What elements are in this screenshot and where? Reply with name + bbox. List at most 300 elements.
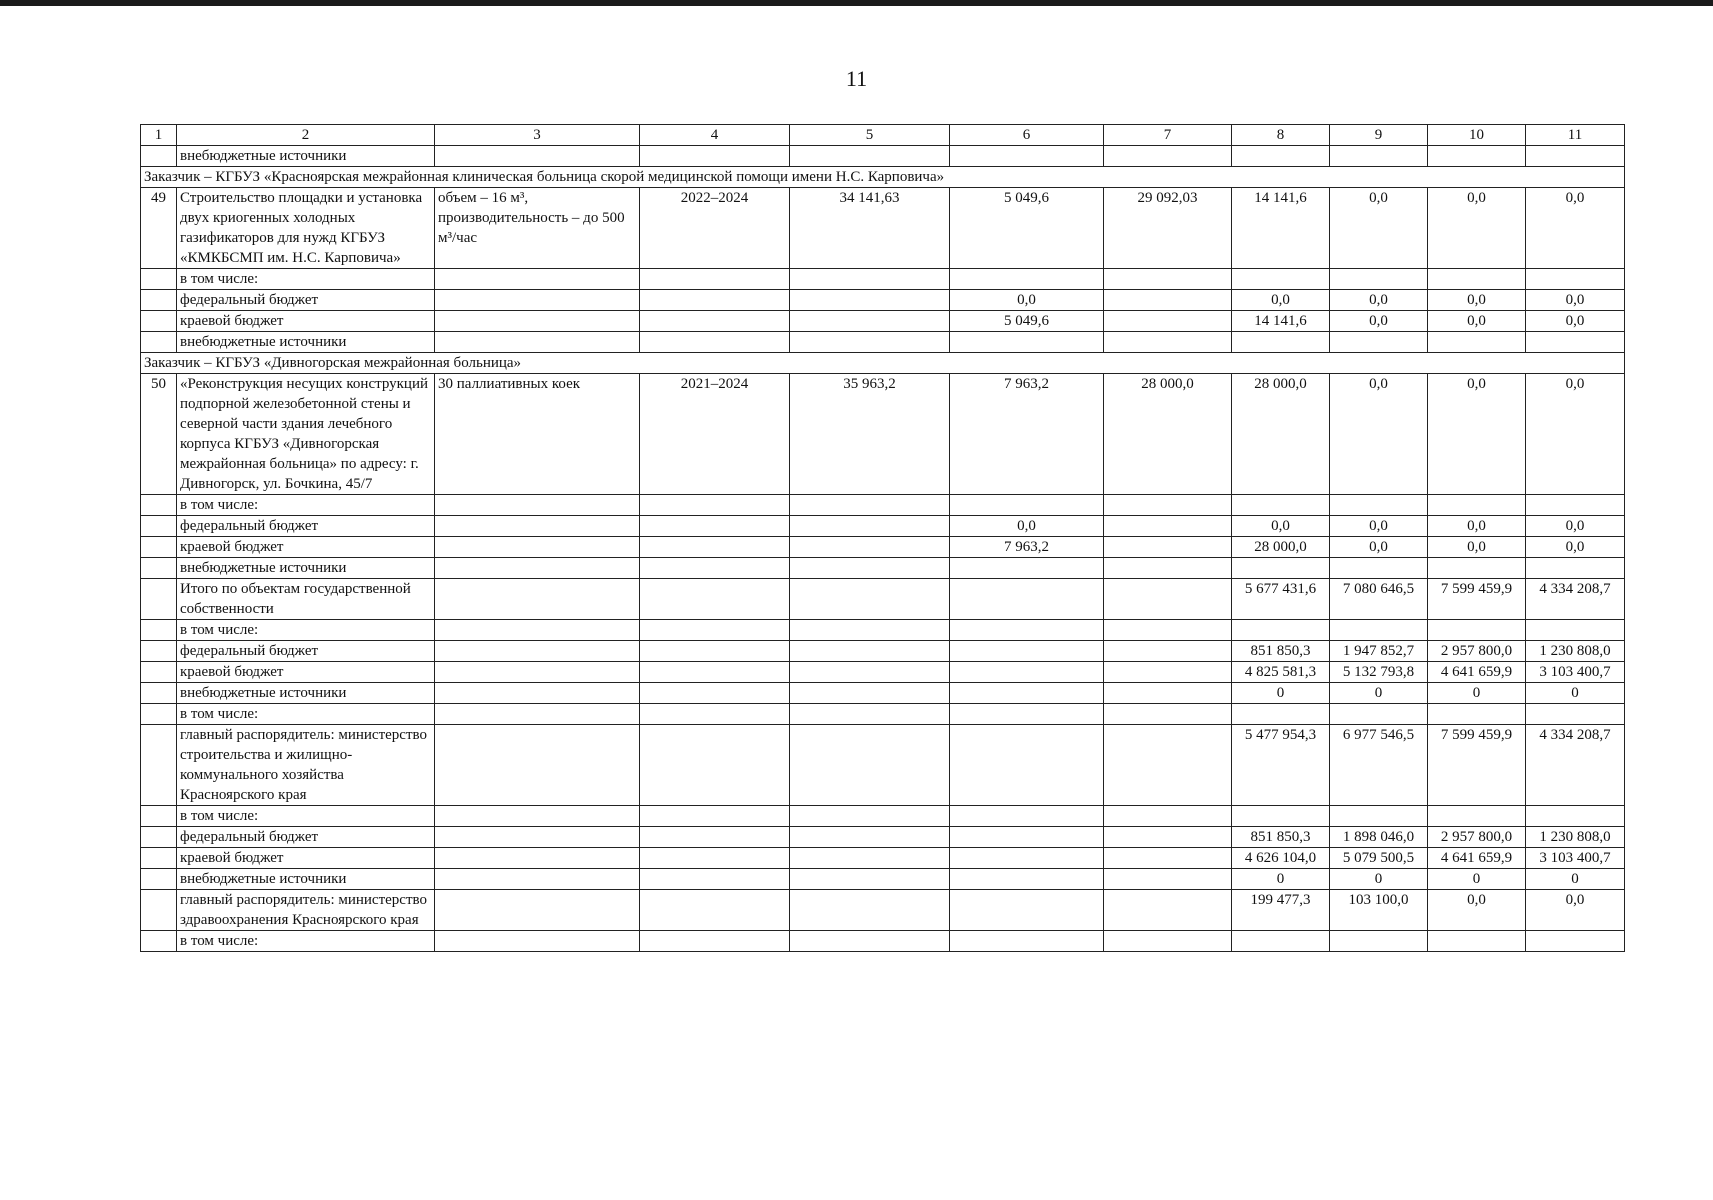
table-cell: [1526, 495, 1625, 516]
table-cell: [435, 683, 640, 704]
table-cell: 7 599 459,9: [1428, 725, 1526, 806]
table-cell: [640, 537, 790, 558]
row-number: [141, 537, 177, 558]
table-cell: [435, 931, 640, 952]
table-cell: [435, 537, 640, 558]
table-cell: [1428, 806, 1526, 827]
table-cell: 6 977 546,5: [1330, 725, 1428, 806]
table-cell: [950, 869, 1104, 890]
table-cell: 0: [1526, 869, 1625, 890]
table-cell: 30 паллиативных коек: [435, 374, 640, 495]
table-cell: [435, 869, 640, 890]
table-cell: [790, 869, 950, 890]
table-cell: 28 000,0: [1104, 374, 1232, 495]
row-label: краевой бюджет: [177, 662, 435, 683]
row-label: внебюджетные источники: [177, 683, 435, 704]
table-cell: [1428, 332, 1526, 353]
table-row: [141, 620, 1625, 641]
table-cell: [950, 848, 1104, 869]
row-number: [141, 495, 177, 516]
table-cell: [435, 620, 640, 641]
table-cell: [640, 641, 790, 662]
table-cell: [640, 683, 790, 704]
table-cell: [950, 332, 1104, 353]
table-cell: 0: [1232, 869, 1330, 890]
table-cell: [1428, 269, 1526, 290]
table-cell: [435, 290, 640, 311]
table-row: [141, 495, 1625, 516]
table-cell: [435, 848, 640, 869]
table-cell: [790, 516, 950, 537]
table-cell: [1232, 931, 1330, 952]
table-cell: [950, 579, 1104, 620]
table-cell: [1104, 332, 1232, 353]
table-row: [141, 641, 1625, 662]
table-cell: 199 477,3: [1232, 890, 1330, 931]
row-number: [141, 332, 177, 353]
table-cell: [950, 806, 1104, 827]
table-cell: 4 626 104,0: [1232, 848, 1330, 869]
table-cell: [640, 890, 790, 931]
table-cell: [435, 146, 640, 167]
row-label: в том числе:: [177, 806, 435, 827]
table-cell: 5 079 500,5: [1330, 848, 1428, 869]
table-cell: [1330, 704, 1428, 725]
row-label: краевой бюджет: [177, 848, 435, 869]
table-cell: [1428, 146, 1526, 167]
column-header: 8: [1232, 125, 1330, 146]
table-cell: [790, 704, 950, 725]
table-body: [141, 125, 1625, 952]
table-cell: [790, 269, 950, 290]
table-cell: 7 599 459,9: [1428, 579, 1526, 620]
table-row: [141, 558, 1625, 579]
table-row: [141, 290, 1625, 311]
table-row: [141, 869, 1625, 890]
row-label: в том числе:: [177, 931, 435, 952]
table-cell: [950, 931, 1104, 952]
table-cell: [435, 311, 640, 332]
table-cell: [435, 558, 640, 579]
table-cell: [640, 725, 790, 806]
table-cell: [1232, 146, 1330, 167]
table-cell: 0: [1330, 869, 1428, 890]
row-label: в том числе:: [177, 269, 435, 290]
table-cell: 0,0: [1526, 188, 1625, 269]
table-cell: [435, 495, 640, 516]
table-cell: [640, 516, 790, 537]
table-row: [141, 332, 1625, 353]
section-row: [141, 167, 1625, 188]
table-cell: 0,0: [1428, 290, 1526, 311]
table-cell: 0,0: [1428, 374, 1526, 495]
table-cell: [1104, 931, 1232, 952]
table-cell: 851 850,3: [1232, 827, 1330, 848]
table-cell: [435, 827, 640, 848]
table-cell: 2022–2024: [640, 188, 790, 269]
table-cell: [1232, 332, 1330, 353]
table-cell: [640, 332, 790, 353]
table-row: [141, 683, 1625, 704]
row-number: [141, 725, 177, 806]
table-cell: 1 230 808,0: [1526, 827, 1625, 848]
table-cell: 0: [1232, 683, 1330, 704]
table-cell: 0,0: [1526, 890, 1625, 931]
row-label: «Реконструкция несущих конструкций подпорной железобетонной стены и северной части здания лечебного корпуса КГБУЗ «Дивногорская межрайонная больница» по адресу: г. Дивногорск, ул. Бочкина, 45/7: [177, 374, 435, 495]
table-cell: [1526, 146, 1625, 167]
table-cell: 3 103 400,7: [1526, 848, 1625, 869]
table-cell: [950, 558, 1104, 579]
table-cell: [1104, 662, 1232, 683]
table-cell: [1104, 641, 1232, 662]
row-number: [141, 869, 177, 890]
table-cell: [435, 269, 640, 290]
table-cell: [640, 848, 790, 869]
table-cell: [1104, 890, 1232, 931]
row-number: [141, 641, 177, 662]
table-cell: [1428, 558, 1526, 579]
column-header: 6: [950, 125, 1104, 146]
table-cell: 5 049,6: [950, 311, 1104, 332]
table-cell: 34 141,63: [790, 188, 950, 269]
table-cell: [1428, 620, 1526, 641]
table-cell: 14 141,6: [1232, 188, 1330, 269]
table-cell: 0,0: [1526, 516, 1625, 537]
table-cell: [1104, 516, 1232, 537]
table-cell: 1 898 046,0: [1330, 827, 1428, 848]
table-cell: 0,0: [1428, 516, 1526, 537]
table-cell: 14 141,6: [1232, 311, 1330, 332]
table-cell: [640, 827, 790, 848]
row-number: [141, 848, 177, 869]
row-label: Итого по объектам государственной собственности: [177, 579, 435, 620]
column-header: 5: [790, 125, 950, 146]
table-row: [141, 188, 1625, 269]
table-cell: [1104, 495, 1232, 516]
table-row: [141, 931, 1625, 952]
row-label: главный распорядитель: министерство строительства и жилищно-коммунального хозяйства Красноярского края: [177, 725, 435, 806]
row-label: внебюджетные источники: [177, 869, 435, 890]
table-cell: [1526, 806, 1625, 827]
table-cell: 0,0: [1330, 311, 1428, 332]
table-cell: 0,0: [1232, 516, 1330, 537]
table-cell: 28 000,0: [1232, 537, 1330, 558]
table-cell: [435, 806, 640, 827]
table-cell: [790, 579, 950, 620]
table-cell: [1104, 704, 1232, 725]
row-label: главный распорядитель: министерство здравоохранения Красноярского края: [177, 890, 435, 931]
table-cell: [1330, 931, 1428, 952]
row-number: [141, 806, 177, 827]
table-cell: [1104, 683, 1232, 704]
table-cell: 3 103 400,7: [1526, 662, 1625, 683]
table-cell: 4 641 659,9: [1428, 848, 1526, 869]
table-cell: 28 000,0: [1232, 374, 1330, 495]
table-row: [141, 704, 1625, 725]
row-number: [141, 516, 177, 537]
table-cell: 5 132 793,8: [1330, 662, 1428, 683]
table-cell: 0,0: [1330, 188, 1428, 269]
table-cell: [435, 725, 640, 806]
table-row: [141, 516, 1625, 537]
table-cell: [1232, 558, 1330, 579]
table-cell: [790, 827, 950, 848]
table-cell: [435, 662, 640, 683]
table-cell: 0,0: [1428, 890, 1526, 931]
table-cell: 0,0: [1526, 290, 1625, 311]
row-number: [141, 683, 177, 704]
table-cell: 0,0: [950, 516, 1104, 537]
table-cell: объем – 16 м³, производительность – до 500 м³/час: [435, 188, 640, 269]
table-cell: 7 963,2: [950, 374, 1104, 495]
table-cell: 7 963,2: [950, 537, 1104, 558]
table-cell: [640, 558, 790, 579]
table-row: [141, 890, 1625, 931]
table-cell: [435, 704, 640, 725]
table-cell: [640, 662, 790, 683]
table-cell: [640, 931, 790, 952]
table-cell: [790, 146, 950, 167]
table-cell: [790, 806, 950, 827]
table-cell: [1104, 579, 1232, 620]
table-cell: [1526, 332, 1625, 353]
table-cell: [790, 662, 950, 683]
column-header: 1: [141, 125, 177, 146]
table-cell: [1104, 848, 1232, 869]
column-header: 7: [1104, 125, 1232, 146]
table-cell: [1526, 931, 1625, 952]
table-cell: [950, 725, 1104, 806]
table-cell: [1232, 806, 1330, 827]
section-title: Заказчик – КГБУЗ «Дивногорская межрайонная больница»: [141, 353, 1625, 374]
table-cell: [1428, 704, 1526, 725]
table-cell: [1104, 537, 1232, 558]
row-number: [141, 662, 177, 683]
table-cell: [1104, 558, 1232, 579]
column-header: 9: [1330, 125, 1428, 146]
table-cell: [1104, 620, 1232, 641]
section-title: Заказчик – КГБУЗ «Красноярская межрайонная клиническая больница скорой медицинской помощи имени Н.С. Карповича»: [141, 167, 1625, 188]
table-cell: [640, 704, 790, 725]
table-cell: 0: [1526, 683, 1625, 704]
table-cell: [950, 641, 1104, 662]
row-number: [141, 827, 177, 848]
table-cell: 103 100,0: [1330, 890, 1428, 931]
table-row: [141, 848, 1625, 869]
table-cell: 0,0: [950, 290, 1104, 311]
table-cell: 0,0: [1428, 188, 1526, 269]
column-header: 10: [1428, 125, 1526, 146]
table-cell: [640, 146, 790, 167]
table-cell: 0,0: [1232, 290, 1330, 311]
table-cell: 2021–2024: [640, 374, 790, 495]
table-cell: 5 677 431,6: [1232, 579, 1330, 620]
column-header: 3: [435, 125, 640, 146]
row-number: 49: [141, 188, 177, 269]
table-cell: 1 230 808,0: [1526, 641, 1625, 662]
table-cell: 4 334 208,7: [1526, 725, 1625, 806]
row-number: [141, 558, 177, 579]
header-row: [141, 125, 1625, 146]
row-label: внебюджетные источники: [177, 558, 435, 579]
table-cell: [790, 537, 950, 558]
table-cell: 0,0: [1526, 537, 1625, 558]
table-cell: [435, 332, 640, 353]
table-cell: 2 957 800,0: [1428, 641, 1526, 662]
table-row: [141, 269, 1625, 290]
table-cell: [950, 827, 1104, 848]
row-label: федеральный бюджет: [177, 827, 435, 848]
row-label: в том числе:: [177, 704, 435, 725]
table-cell: 2 957 800,0: [1428, 827, 1526, 848]
table-cell: [790, 725, 950, 806]
row-label: в том числе:: [177, 495, 435, 516]
table-cell: [1330, 332, 1428, 353]
table-cell: [950, 662, 1104, 683]
table-cell: [1330, 495, 1428, 516]
table-cell: [1330, 620, 1428, 641]
row-label: в том числе:: [177, 620, 435, 641]
row-number: 50: [141, 374, 177, 495]
table-cell: 5 049,6: [950, 188, 1104, 269]
table-cell: [640, 290, 790, 311]
table-cell: [1232, 620, 1330, 641]
table-row: [141, 537, 1625, 558]
table-cell: 0,0: [1330, 290, 1428, 311]
row-number: [141, 311, 177, 332]
table-cell: 0: [1428, 869, 1526, 890]
table-row: [141, 806, 1625, 827]
table-cell: [1104, 725, 1232, 806]
table-cell: [640, 269, 790, 290]
table-row: [141, 311, 1625, 332]
table-row: [141, 374, 1625, 495]
table-cell: [640, 579, 790, 620]
table-cell: [1104, 311, 1232, 332]
table-cell: [1104, 827, 1232, 848]
table-cell: 29 092,03: [1104, 188, 1232, 269]
table-cell: 4 334 208,7: [1526, 579, 1625, 620]
table-cell: [790, 558, 950, 579]
table-cell: [1104, 269, 1232, 290]
table-cell: [640, 311, 790, 332]
table-cell: [950, 620, 1104, 641]
table-row: [141, 662, 1625, 683]
table-cell: [1232, 704, 1330, 725]
table-cell: [640, 495, 790, 516]
table-cell: [435, 890, 640, 931]
table-cell: [790, 848, 950, 869]
table-cell: [790, 931, 950, 952]
table-cell: [950, 890, 1104, 931]
table-cell: [950, 495, 1104, 516]
scan-edge: [0, 0, 1713, 6]
table-cell: [790, 641, 950, 662]
table-cell: [1330, 806, 1428, 827]
table-cell: 7 080 646,5: [1330, 579, 1428, 620]
row-label: краевой бюджет: [177, 311, 435, 332]
table-cell: [790, 290, 950, 311]
column-header: 2: [177, 125, 435, 146]
table-cell: 4 825 581,3: [1232, 662, 1330, 683]
table-cell: [950, 146, 1104, 167]
table-cell: [1526, 704, 1625, 725]
table-cell: 0,0: [1330, 374, 1428, 495]
table-cell: [790, 332, 950, 353]
page-number: 11: [845, 66, 868, 91]
column-header: 11: [1526, 125, 1625, 146]
table-cell: [1104, 806, 1232, 827]
table-cell: [1232, 269, 1330, 290]
row-number: [141, 704, 177, 725]
table-cell: [1526, 620, 1625, 641]
table-cell: [435, 641, 640, 662]
row-label: Строительство площадки и установка двух криогенных холодных газификаторов для нужд КГБУЗ «КМКБСМП им. Н.С. Карповича»: [177, 188, 435, 269]
row-number: [141, 931, 177, 952]
table-cell: 0,0: [1330, 537, 1428, 558]
table-cell: 851 850,3: [1232, 641, 1330, 662]
budget-table: [140, 124, 1625, 952]
table-cell: [640, 806, 790, 827]
table-cell: 0: [1330, 683, 1428, 704]
row-number: [141, 890, 177, 931]
table-row: [141, 579, 1625, 620]
column-header: 4: [640, 125, 790, 146]
table-cell: [1330, 146, 1428, 167]
table-cell: [435, 579, 640, 620]
table-cell: [950, 683, 1104, 704]
table-cell: 0,0: [1330, 516, 1428, 537]
table-cell: [1330, 558, 1428, 579]
table-row: [141, 146, 1625, 167]
table-row: [141, 827, 1625, 848]
table-row: [141, 725, 1625, 806]
row-label: внебюджетные источники: [177, 146, 435, 167]
row-label: краевой бюджет: [177, 537, 435, 558]
row-label: внебюджетные источники: [177, 332, 435, 353]
table-cell: [950, 704, 1104, 725]
table-cell: 0,0: [1428, 311, 1526, 332]
table-cell: [1428, 931, 1526, 952]
row-number: [141, 620, 177, 641]
row-number: [141, 146, 177, 167]
row-number: [141, 269, 177, 290]
table-cell: [640, 869, 790, 890]
table-cell: 0,0: [1428, 537, 1526, 558]
row-label: федеральный бюджет: [177, 641, 435, 662]
table-cell: 5 477 954,3: [1232, 725, 1330, 806]
table-cell: 35 963,2: [790, 374, 950, 495]
table-cell: 0: [1428, 683, 1526, 704]
table-cell: [950, 269, 1104, 290]
table-cell: [790, 311, 950, 332]
row-number: [141, 579, 177, 620]
table-cell: [435, 516, 640, 537]
table-cell: [790, 890, 950, 931]
table-cell: [790, 620, 950, 641]
row-label: федеральный бюджет: [177, 290, 435, 311]
table-cell: [1104, 290, 1232, 311]
table-cell: [1526, 269, 1625, 290]
row-number: [141, 290, 177, 311]
table-cell: 0,0: [1526, 311, 1625, 332]
table-cell: [1104, 146, 1232, 167]
table-cell: [1526, 558, 1625, 579]
section-row: [141, 353, 1625, 374]
table-cell: 4 641 659,9: [1428, 662, 1526, 683]
table-cell: [1330, 269, 1428, 290]
row-label: федеральный бюджет: [177, 516, 435, 537]
